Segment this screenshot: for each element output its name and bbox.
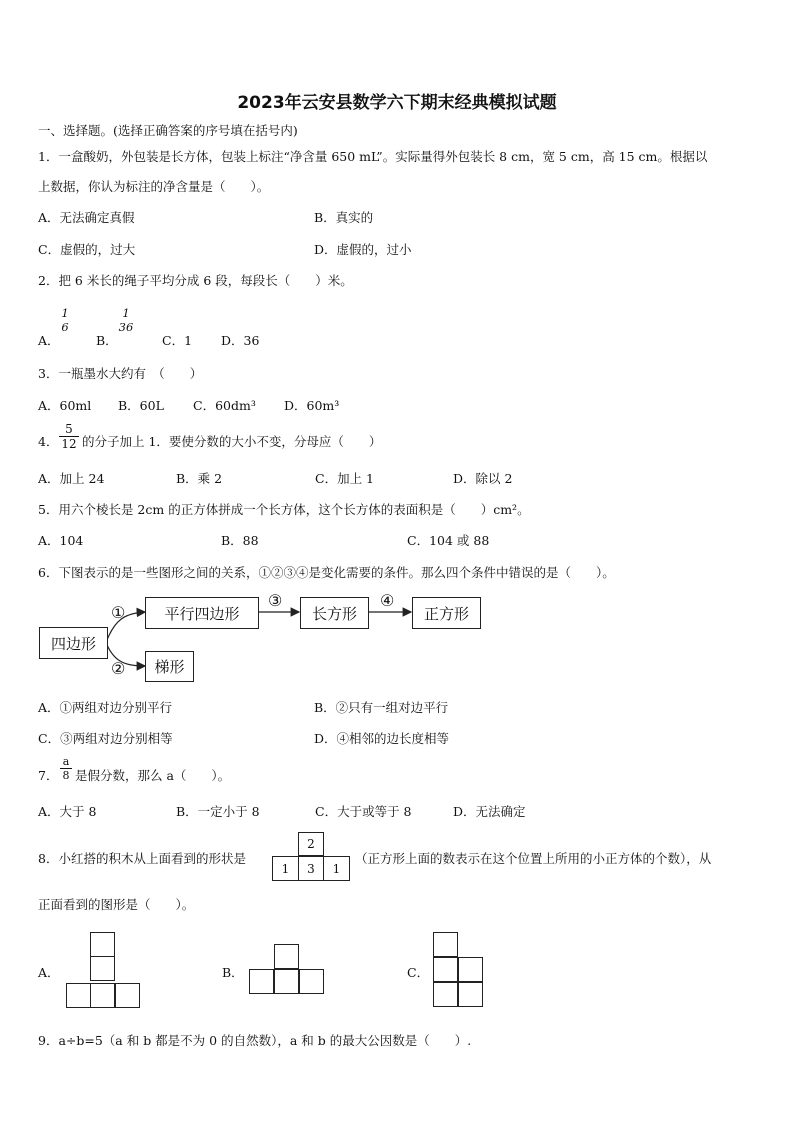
quadrilateral-box: 四边形 <box>39 627 108 659</box>
q6-option-b: B．②只有一组对边平行 <box>314 700 449 715</box>
q5-option-c: C．104 或 88 <box>407 533 490 548</box>
q4-option-d: D．除以 2 <box>453 471 513 486</box>
condition-1-label: ① <box>111 603 126 622</box>
section-heading: 一、选择题。(选择正确答案的序号填在括号内) <box>38 123 298 138</box>
q7-option-d: D．无法确定 <box>453 804 526 819</box>
top-view-cell-middle: 3 <box>298 856 324 881</box>
q1-option-a: A．无法确定真假 <box>38 210 135 225</box>
q7-prefix: 7． <box>38 768 59 783</box>
q2-option-c: C．1 <box>162 333 193 348</box>
q3-option-c: C．60dm³ <box>193 398 256 413</box>
figure-b-cell <box>274 944 299 969</box>
q1-stem-line1: 1．一盒酸奶，外包装是长方体，包装上标注“净含量 650 mL”。实际量得外包装长 8 cm，宽 5 cm，高 15 cm。根据以 <box>38 149 708 164</box>
q7-option-c: C．大于或等于 8 <box>315 804 412 819</box>
q4-prefix: 4． <box>38 434 59 449</box>
q7-option-a: A．大于 8 <box>38 804 97 819</box>
q5-stem: 5．用六个棱长是 2cm 的正方体拼成一个长方体，这个长方体的表面积是（ ）cm²。 <box>38 502 530 517</box>
q2-option-a-fraction <box>60 306 70 334</box>
q2-stem: 2．把 6 米长的绳子平均分成 6 段，每段长（ ）米。 <box>38 273 353 288</box>
q2-option-b-fraction <box>118 306 134 334</box>
q3-option-b: B．60L <box>118 398 164 413</box>
q3-option-a: A．60ml <box>38 398 92 413</box>
figure-a-cell <box>90 956 115 981</box>
q2-option-d: D．36 <box>221 333 260 348</box>
q4-numerator: 5 <box>65 422 73 436</box>
top-view-cell-right: 1 <box>323 856 350 881</box>
q2-option-b-label: B． <box>96 333 118 348</box>
q6-option-d: D．④相邻的边长度相等 <box>314 731 450 746</box>
figure-c-cell <box>458 957 483 982</box>
q1-option-b: B．真实的 <box>314 210 374 225</box>
figure-c-cell <box>433 982 458 1007</box>
q5-option-a: A．104 <box>38 533 84 548</box>
figure-a-cell <box>66 983 91 1008</box>
condition-2-label: ② <box>111 659 126 678</box>
q8-option-b-label: B． <box>222 965 244 980</box>
q6-option-a: A．①两组对边分别平行 <box>38 700 173 715</box>
q6-stem: 6．下图表示的是一些图形之间的关系，①②③④是变化需要的条件。那么四个条件中错误的是（ ）。 <box>38 565 615 580</box>
q3-stem: 3．一瓶墨水大约有 （ ） <box>38 366 203 381</box>
q8-option-a-label: A． <box>38 965 60 980</box>
q4-option-b: B．乘 2 <box>176 471 223 486</box>
q8-stem-part1: 8．小红搭的积木从上面看到的形状是 <box>38 851 246 866</box>
square-box: 正方形 <box>412 597 481 629</box>
q6-option-c: C．③两组对边分别相等 <box>38 731 173 746</box>
q1-option-d: D．虚假的，过小 <box>314 242 412 257</box>
figure-a-cell <box>90 983 115 1008</box>
figure-c-cell <box>458 982 483 1007</box>
figure-a-cell <box>90 932 115 957</box>
figure-c-cell <box>433 957 458 982</box>
q8-option-c-label: C． <box>407 965 430 980</box>
q2-b-numerator: 1 <box>122 306 130 320</box>
rectangle-box: 长方形 <box>300 597 369 629</box>
q7-denominator: 8 <box>62 769 70 782</box>
q7-numerator: a <box>62 755 70 768</box>
q9-stem: 9．a÷b=5（a 和 b 都是不为 0 的自然数），a 和 b 的最大公因数是（ ）. <box>38 1033 472 1048</box>
q7-fraction <box>60 755 72 782</box>
page-title: 2023年云安县数学六下期末经典模拟试题 <box>237 93 557 113</box>
q2-a-numerator: 1 <box>61 306 69 320</box>
q8-stem-line2: 正面看到的图形是（ ）。 <box>38 897 195 912</box>
parallelogram-box: 平行四边形 <box>145 597 259 629</box>
condition-3-label: ③ <box>268 591 283 610</box>
q4-denominator: 12 <box>61 437 77 451</box>
q4-option-a: A．加上 24 <box>38 471 105 486</box>
q5-option-b: B．88 <box>221 533 259 548</box>
figure-b-cell <box>299 969 324 994</box>
q4-stem: 的分子加上 1．要使分数的大小不变，分母应（ ） <box>82 434 382 449</box>
q3-option-d: D．60m³ <box>284 398 340 413</box>
figure-c-cell <box>433 932 458 957</box>
figure-a-cell <box>115 983 140 1008</box>
q2-option-a-label: A． <box>38 333 60 348</box>
q7-stem: 是假分数，那么 a（ ）。 <box>75 768 231 783</box>
q4-fraction <box>59 422 79 451</box>
q1-option-c: C．虚假的，过大 <box>38 242 136 257</box>
q1-stem-line2: 上数据，你认为标注的净含量是（ ）。 <box>38 179 270 194</box>
q7-option-b: B．一定小于 8 <box>176 804 260 819</box>
trapezoid-box: 梯形 <box>145 651 194 682</box>
top-view-cell-left: 1 <box>272 856 299 881</box>
top-view-cell-upper: 2 <box>298 832 324 856</box>
figure-b-cell <box>249 969 274 994</box>
q8-stem-part2: （正方形上面的数表示在这个位置上所用的小正方体的个数），从 <box>355 851 712 866</box>
q2-b-denominator: 36 <box>118 320 134 334</box>
q2-a-denominator: 6 <box>61 320 69 334</box>
condition-4-label: ④ <box>380 591 395 610</box>
figure-b-cell <box>274 969 299 994</box>
q4-option-c: C．加上 1 <box>315 471 374 486</box>
